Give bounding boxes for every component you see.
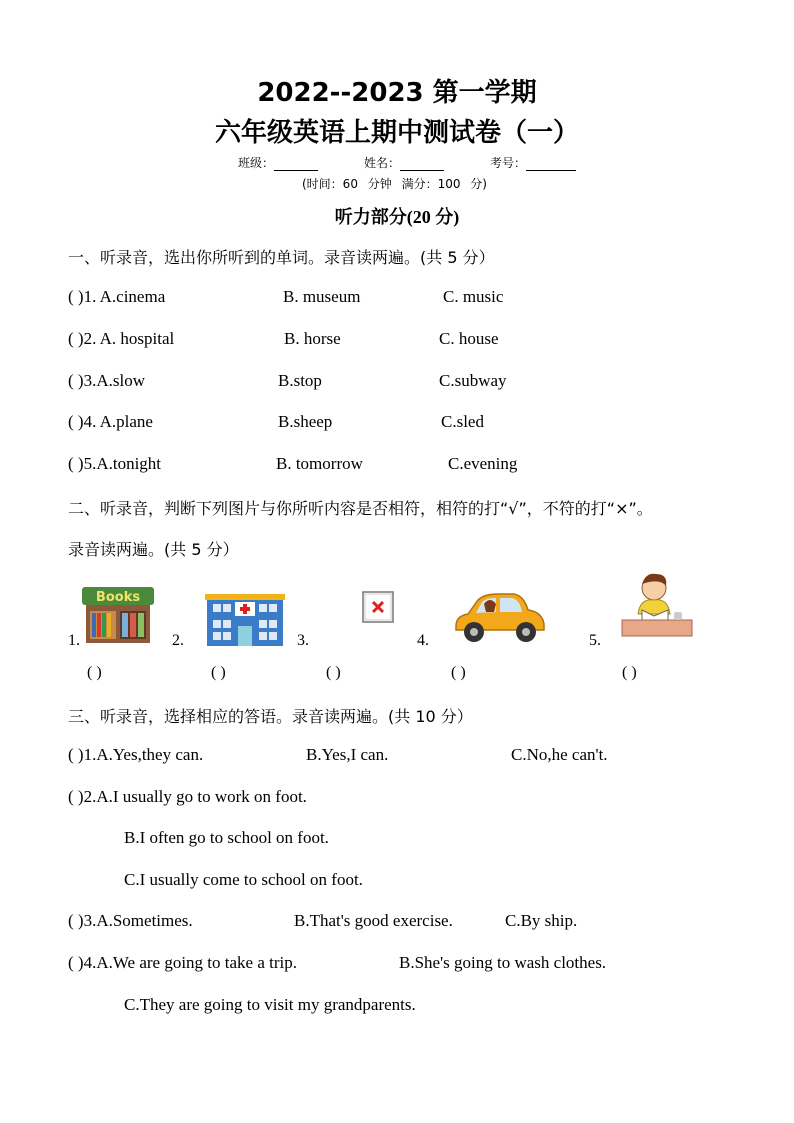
- s3-q3-a: ( )3.A.Sometimes.: [68, 911, 193, 930]
- s1-q5-b: B. tomorrow: [276, 454, 363, 473]
- section2-title-line1: 二、听录音，判断下列图片与你所听内容是否相符，相符的打“√”，不符的打“×”。: [68, 499, 653, 518]
- s1-q2-a: ( )2. A. hospital: [68, 329, 175, 348]
- pic-number-2: 2.: [172, 632, 184, 649]
- name-field: [364, 154, 444, 171]
- s3-q4-a: ( )4.A.We are going to take a trip.: [68, 953, 297, 972]
- s1-q2-c: C. house: [439, 329, 499, 348]
- section3-title: 三、听录音，选择相应的答语。录音读两遍。(共 10 分）: [68, 707, 473, 726]
- s3-q2-b: B.I often go to school on foot.: [124, 828, 329, 847]
- s1-q1-b: B. museum: [283, 287, 361, 306]
- bookstore-picture: [82, 583, 154, 645]
- exam-title: 六年级英语上期中测试卷（一）: [214, 118, 579, 148]
- car-picture: [450, 592, 548, 644]
- answer-paren-3[interactable]: ( ): [326, 664, 341, 681]
- pic-number-4: 4.: [417, 632, 429, 649]
- answer-paren-2[interactable]: ( ): [211, 664, 226, 681]
- s1-q5-a: ( )5.A.tonight: [68, 454, 162, 473]
- s1-q1-a: ( )1. A.cinema: [68, 287, 166, 306]
- hospital-picture: [205, 592, 285, 646]
- section2-title-line2: 录音读两遍。(共 5 分）: [68, 540, 239, 559]
- s3-q4-b: B.She's going to wash clothes.: [399, 953, 607, 972]
- s3-q2-c: C.I usually come to school on foot.: [124, 870, 363, 889]
- s1-q5-c: C.evening: [448, 454, 518, 473]
- answer-paren-1[interactable]: ( ): [87, 664, 102, 681]
- pic-number-1: 1.: [68, 632, 80, 649]
- s3-q4-c: C.They are going to visit my grandparents.: [124, 995, 416, 1014]
- listening-title: 听力部分(20 分): [334, 207, 460, 227]
- number-field: [490, 154, 576, 171]
- class-blank[interactable]: [274, 156, 318, 171]
- name-blank[interactable]: [400, 156, 444, 171]
- answer-paren-5[interactable]: ( ): [622, 664, 637, 681]
- class-label: 班级：: [238, 156, 275, 170]
- pic-number-3: 3.: [297, 632, 309, 649]
- number-label: 考号：: [490, 156, 527, 170]
- section1-title: 一、听录音，选出你所听到的单词。录音读两遍。(共 5 分）: [68, 248, 495, 267]
- s1-q3-c: C.subway: [439, 371, 507, 390]
- s1-q4-a: ( )4. A.plane: [68, 412, 153, 431]
- s3-q2-a: ( )2.A.I usually go to work on foot.: [68, 787, 307, 806]
- broken-image-icon: [361, 590, 395, 624]
- boy-reading-picture: [620, 570, 694, 640]
- books-sign-text: Books: [95, 590, 141, 605]
- class-field: [238, 154, 318, 171]
- answer-paren-4[interactable]: ( ): [451, 664, 466, 681]
- s1-q1-c: C. music: [443, 287, 504, 306]
- s3-q1-a: ( )1.A.Yes,they can.: [68, 745, 204, 764]
- s1-q4-b: B.sheep: [278, 412, 333, 431]
- s1-q3-a: ( )3.A.slow: [68, 371, 145, 390]
- number-blank[interactable]: [526, 156, 576, 171]
- exam-info: (时间：60 分钟 满分：100 分): [302, 177, 487, 191]
- exam-year: 2022--2023 第一学期: [257, 78, 537, 108]
- s1-q4-c: C.sled: [441, 412, 484, 431]
- s3-q1-b: B.Yes,I can.: [306, 745, 389, 764]
- s3-q1-c: C.No,he can't.: [511, 745, 608, 764]
- pic-number-5: 5.: [589, 632, 601, 649]
- s1-q2-b: B. horse: [284, 329, 341, 348]
- name-label: 姓名：: [364, 156, 401, 170]
- s3-q3-c: C.By ship.: [505, 911, 578, 930]
- s1-q3-b: B.stop: [278, 371, 322, 390]
- s3-q3-b: B.That's good exercise.: [294, 911, 453, 930]
